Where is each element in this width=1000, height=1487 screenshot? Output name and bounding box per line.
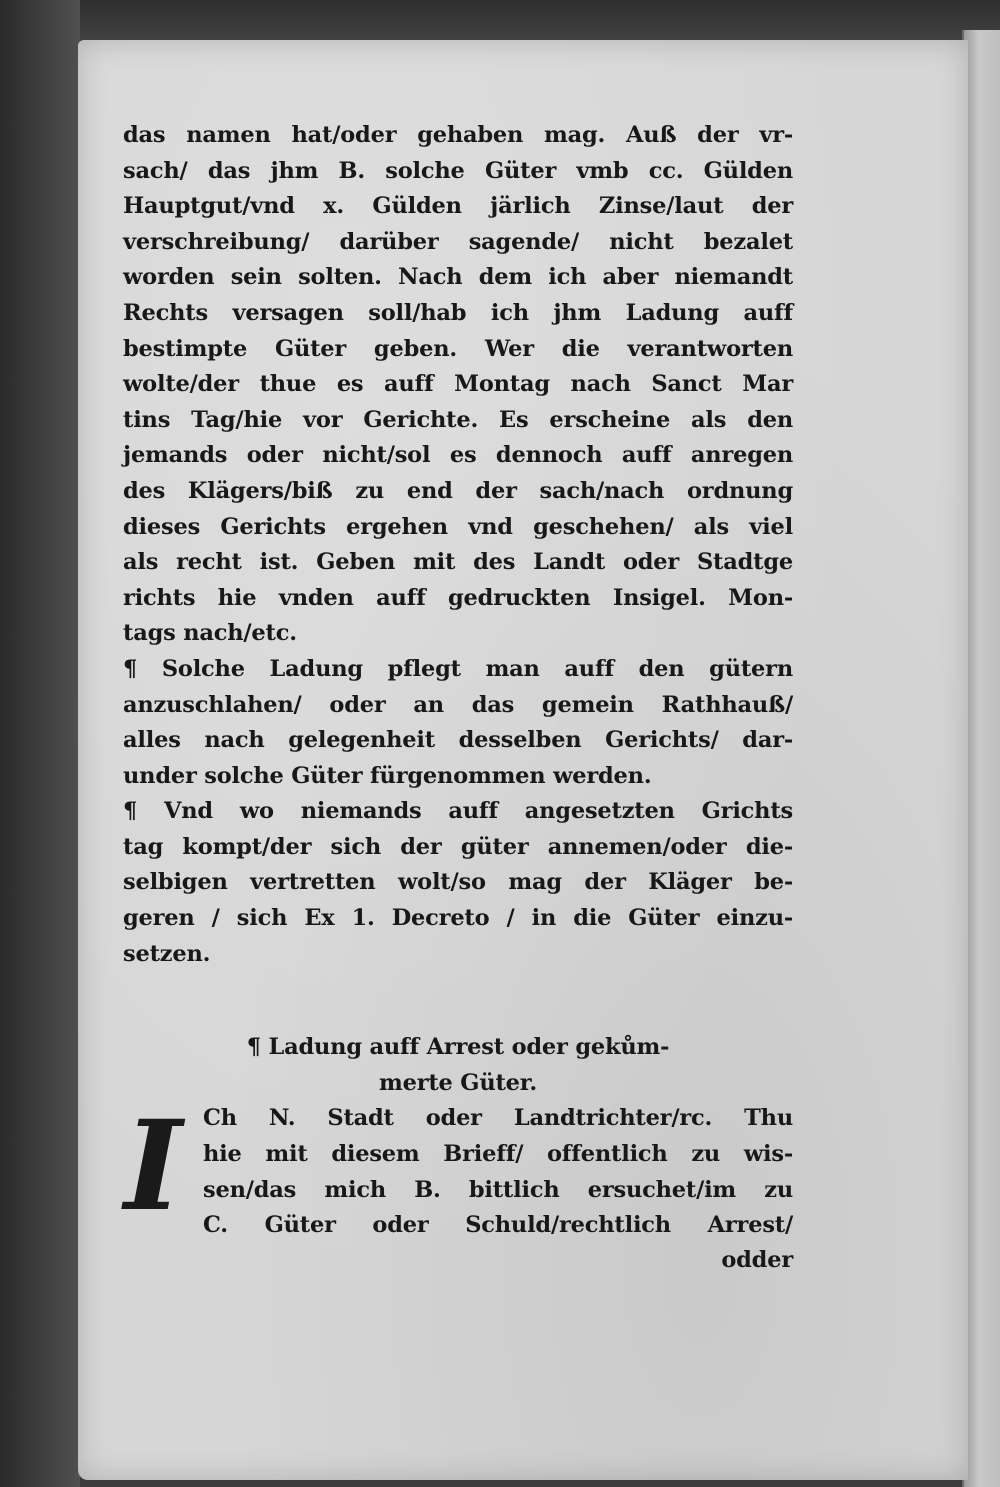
text-line: Rechts versagen soll/hab ich jhm Ladung auff: [123, 299, 793, 326]
text-line: bestimpte Güter geben. Wer die verantworten: [123, 335, 793, 362]
text-line: jemands oder nicht/sol es dennoch auff anregen: [123, 442, 793, 469]
text-line: selbigen vertretten wolt/so mag der Kläger be-: [123, 869, 793, 896]
initial-paragraph: [123, 1094, 793, 1243]
text-line: tins Tag/hie vor Gerichte. Es erscheine als den: [123, 406, 793, 433]
text-line: tags nach/etc.: [123, 620, 297, 647]
text-line: tag kompt/der sich der güter annemen/oder die-: [123, 833, 793, 860]
text-line: des Klägers/biß zu end der sach/nach ordnung: [123, 477, 793, 504]
page-text: [123, 118, 793, 1279]
section-gap: [123, 972, 793, 1030]
text-line: anzuschlahen/ oder an das gemein Rathhauß/: [123, 691, 793, 718]
text-line: under solche Güter fürgenommen werden.: [123, 762, 652, 789]
text-line: sen/das mich B. bittlich ersuchet/im zu: [203, 1176, 793, 1203]
scan-background-left: [0, 0, 80, 1487]
text-line: verschreibung/ darüber sagende/ nicht bezalet: [123, 228, 793, 255]
decorated-initial: I: [124, 1094, 182, 1240]
text-line: richts hie vnden auff gedruckten Insigel. Mon-: [123, 584, 793, 611]
text-line: geren / sich Ex 1. Decreto / in die Güter einzu-: [123, 905, 793, 932]
text-line: setzen.: [123, 940, 211, 967]
text-line: als recht ist. Geben mit des Landt oder Stadtge: [123, 549, 793, 576]
text-line: Ch N. Stadt oder Landtrichter/rc. Thu: [203, 1105, 793, 1132]
paragraph-start-line: ¶ Solche Ladung pflegt man auff den gütern: [123, 655, 793, 682]
text-line: worden sein solten. Nach dem ich aber niemandt: [123, 264, 793, 291]
text-line: C. Güter oder Schuld/rechtlich Arrest/: [203, 1212, 793, 1239]
text-line: wolte/der thue es auff Montag nach Sanct Mar: [123, 371, 793, 398]
section-heading: merte Güter.: [378, 1069, 538, 1096]
paragraph-start-line: ¶ Vnd wo niemands auff angesetzten Grichts: [123, 798, 793, 825]
text-line: sach/ das jhm B. solche Güter vmb cc. Gülden: [123, 157, 793, 184]
text-line: Hauptgut/vnd x. Gülden järlich Zinse/laut der: [123, 193, 793, 220]
text-line: hie mit diesem Brieff/ offentlich zu wis-: [203, 1141, 793, 1168]
section-heading: ¶ Ladung auff Arrest oder gekům-: [246, 1034, 670, 1061]
text-line: dieses Gerichts ergehen vnd geschehen/ als viel: [123, 513, 793, 540]
catchword: odder: [721, 1247, 793, 1274]
text-line: das namen hat/oder gehaben mag. Auß der vr-: [123, 122, 793, 148]
text-line: alles nach gelegenheit desselben Gerichts/ dar-: [123, 727, 793, 754]
